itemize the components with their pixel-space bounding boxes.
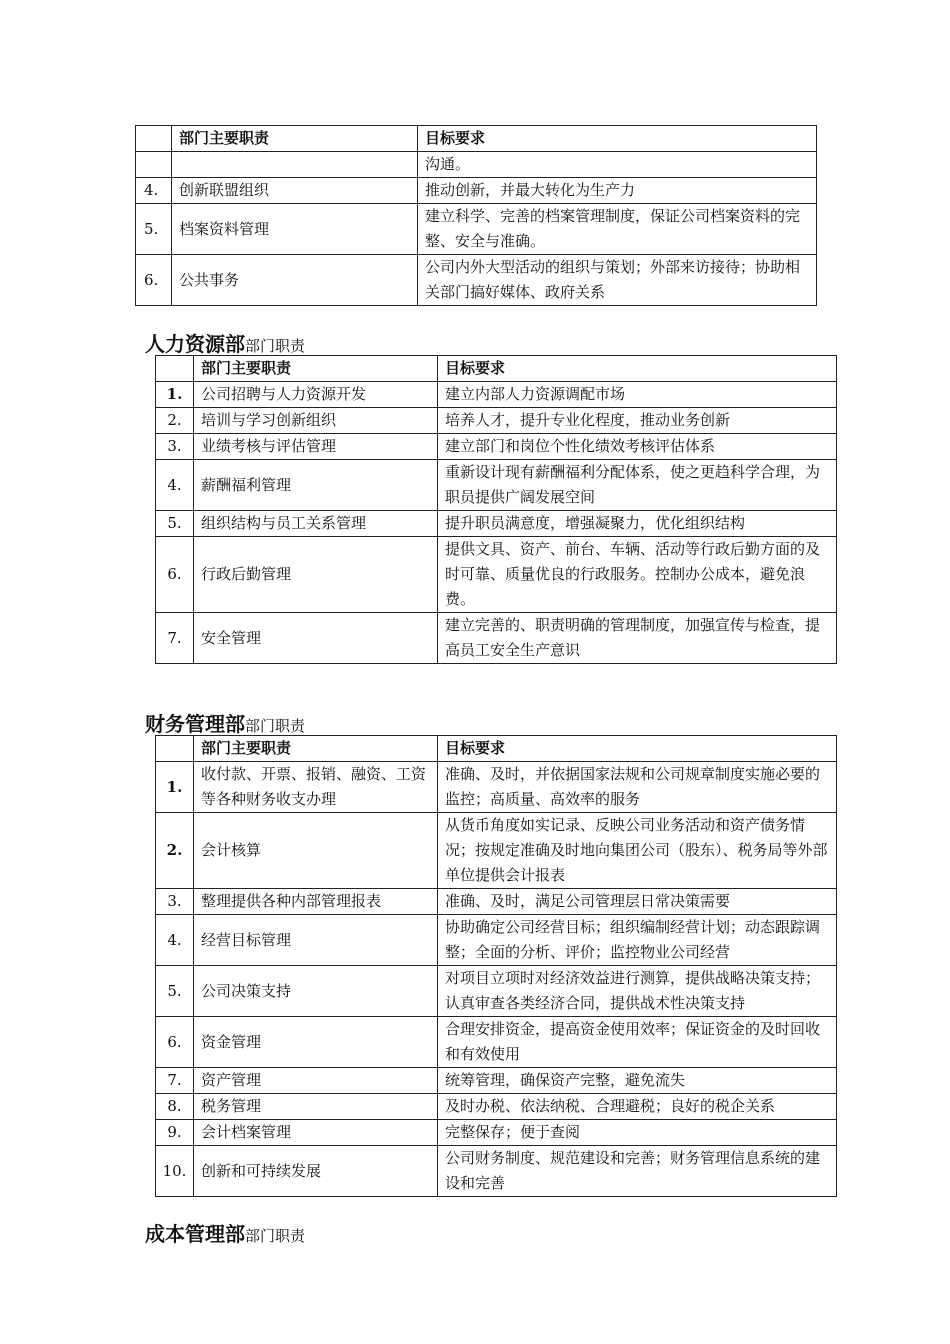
section-title: 人力资源部 — [145, 332, 245, 356]
row-goal: 及时办税、依法纳税、合理避税；良好的税企关系 — [438, 1094, 837, 1120]
row-num: 4. — [156, 915, 194, 966]
row-duty: 收付款、开票、报销、融资、工资等各种财务收支办理 — [194, 762, 438, 813]
row-goal: 推动创新，并最大转化为生产力 — [418, 178, 817, 204]
table-header-row — [156, 736, 837, 762]
row-num: 7. — [156, 1068, 194, 1094]
row-goal: 培养人才，提升专业化程度，推动业务创新 — [438, 408, 837, 434]
row-duty: 公司决策支持 — [194, 966, 438, 1017]
row-duty: 整理提供各种内部管理报表 — [194, 889, 438, 915]
header-num — [136, 126, 172, 152]
row-num: 6. — [156, 537, 194, 613]
row-goal: 协助确定公司经营目标；组织编制经营计划；动态跟踪调整；全面的分析、评价；监控物业公司经营 — [438, 915, 837, 966]
row-goal: 建立内部人力资源调配市场 — [438, 382, 837, 408]
table-row — [136, 204, 817, 255]
row-goal: 建立部门和岗位个性化绩效考核评估体系 — [438, 434, 837, 460]
header-goal: 目标要求 — [438, 356, 837, 382]
row-duty: 资产管理 — [194, 1068, 438, 1094]
table-row — [156, 762, 837, 813]
table-row — [156, 1120, 837, 1146]
section-heading-cost — [145, 1218, 305, 1247]
section-suffix: 部门职责 — [245, 717, 306, 735]
table-hr — [155, 355, 837, 664]
section-suffix: 部门职责 — [245, 337, 306, 355]
row-num: 8. — [156, 1094, 194, 1120]
row-duty: 创新和可持续发展 — [194, 1146, 438, 1197]
row-num: 10. — [156, 1146, 194, 1197]
header-num — [156, 736, 194, 762]
row-duty: 公共事务 — [172, 255, 418, 306]
row-goal: 建立科学、完善的档案管理制度，保证公司档案资料的完整、安全与准确。 — [418, 204, 817, 255]
row-duty: 创新联盟组织 — [172, 178, 418, 204]
row-duty: 会计档案管理 — [194, 1120, 438, 1146]
row-duty: 业绩考核与评估管理 — [194, 434, 438, 460]
table-row — [136, 178, 817, 204]
section-suffix: 部门职责 — [245, 1227, 306, 1245]
table-continuation — [135, 125, 817, 306]
row-num: 2. — [156, 813, 194, 889]
row-duty — [172, 152, 418, 178]
table-row — [156, 613, 837, 664]
table-row — [156, 434, 837, 460]
table-row — [156, 382, 837, 408]
row-num: 5. — [156, 966, 194, 1017]
row-duty: 税务管理 — [194, 1094, 438, 1120]
row-num: 2. — [156, 408, 194, 434]
table-row — [136, 255, 817, 306]
row-duty: 会计核算 — [194, 813, 438, 889]
header-duty: 部门主要职责 — [194, 356, 438, 382]
row-goal: 统筹管理，确保资产完整，避免流失 — [438, 1068, 837, 1094]
row-goal: 重新设计现有薪酬福利分配体系，使之更趋科学合理，为职员提供广阔发展空间 — [438, 460, 837, 511]
table-header-row — [156, 356, 837, 382]
row-num: 1. — [156, 762, 194, 813]
row-num: 4. — [156, 460, 194, 511]
row-num: 4. — [136, 178, 172, 204]
row-duty: 公司招聘与人力资源开发 — [194, 382, 438, 408]
table-row — [156, 537, 837, 613]
row-num: 9. — [156, 1120, 194, 1146]
row-goal: 从货币角度如实记录、反映公司业务活动和资产债务情况；按规定准确及时地向集团公司（股东）、税务局等外部单位提供会计报表 — [438, 813, 837, 889]
table-row — [156, 1068, 837, 1094]
table-row — [136, 152, 817, 178]
row-duty: 安全管理 — [194, 613, 438, 664]
row-num: 6. — [156, 1017, 194, 1068]
row-goal: 提供文具、资产、前台、车辆、活动等行政后勤方面的及时可靠、质量优良的行政服务。控制办公成本，避免浪费。 — [438, 537, 837, 613]
table-row — [156, 1146, 837, 1197]
row-goal: 完整保存；便于查阅 — [438, 1120, 837, 1146]
table-row — [156, 511, 837, 537]
header-goal: 目标要求 — [438, 736, 837, 762]
row-goal: 公司内外大型活动的组织与策划；外部来访接待；协助相关部门搞好媒体、政府关系 — [418, 255, 817, 306]
table-finance — [155, 735, 837, 1197]
row-num: 3. — [156, 889, 194, 915]
row-num: 5. — [156, 511, 194, 537]
table-header-row — [136, 126, 817, 152]
section-title: 成本管理部 — [145, 1222, 245, 1246]
table-row — [156, 889, 837, 915]
row-num: 1. — [156, 382, 194, 408]
row-duty: 组织结构与员工关系管理 — [194, 511, 438, 537]
row-goal: 准确、及时，满足公司管理层日常决策需要 — [438, 889, 837, 915]
row-num: 3. — [156, 434, 194, 460]
row-duty: 培训与学习创新组织 — [194, 408, 438, 434]
row-goal: 沟通。 — [418, 152, 817, 178]
header-duty: 部门主要职责 — [194, 736, 438, 762]
section-title: 财务管理部 — [145, 712, 245, 736]
row-goal: 公司财务制度、规范建设和完善；财务管理信息系统的建设和完善 — [438, 1146, 837, 1197]
row-goal: 合理安排资金，提高资金使用效率；保证资金的及时回收和有效使用 — [438, 1017, 837, 1068]
table-row — [156, 813, 837, 889]
table-row — [156, 966, 837, 1017]
section-heading-finance — [145, 708, 305, 737]
row-goal: 提升职员满意度，增强凝聚力，优化组织结构 — [438, 511, 837, 537]
row-duty: 经营目标管理 — [194, 915, 438, 966]
table-row — [156, 915, 837, 966]
header-duty: 部门主要职责 — [172, 126, 418, 152]
row-duty: 薪酬福利管理 — [194, 460, 438, 511]
section-heading-hr — [145, 328, 305, 357]
row-duty: 资金管理 — [194, 1017, 438, 1068]
table-row — [156, 1094, 837, 1120]
table-row — [156, 1017, 837, 1068]
header-goal: 目标要求 — [418, 126, 817, 152]
table-row — [156, 408, 837, 434]
header-num — [156, 356, 194, 382]
row-num: 6. — [136, 255, 172, 306]
row-num: 7. — [156, 613, 194, 664]
table-row — [156, 460, 837, 511]
row-goal: 建立完善的、职责明确的管理制度，加强宣传与检查，提高员工安全生产意识 — [438, 613, 837, 664]
row-goal: 准确、及时，并依据国家法规和公司规章制度实施必要的监控；高质量、高效率的服务 — [438, 762, 837, 813]
row-goal: 对项目立项时对经济效益进行测算，提供战略决策支持；认真审查各类经济合同，提供战术性决策支持 — [438, 966, 837, 1017]
row-duty: 行政后勤管理 — [194, 537, 438, 613]
row-num: 5. — [136, 204, 172, 255]
row-num — [136, 152, 172, 178]
row-duty: 档案资料管理 — [172, 204, 418, 255]
